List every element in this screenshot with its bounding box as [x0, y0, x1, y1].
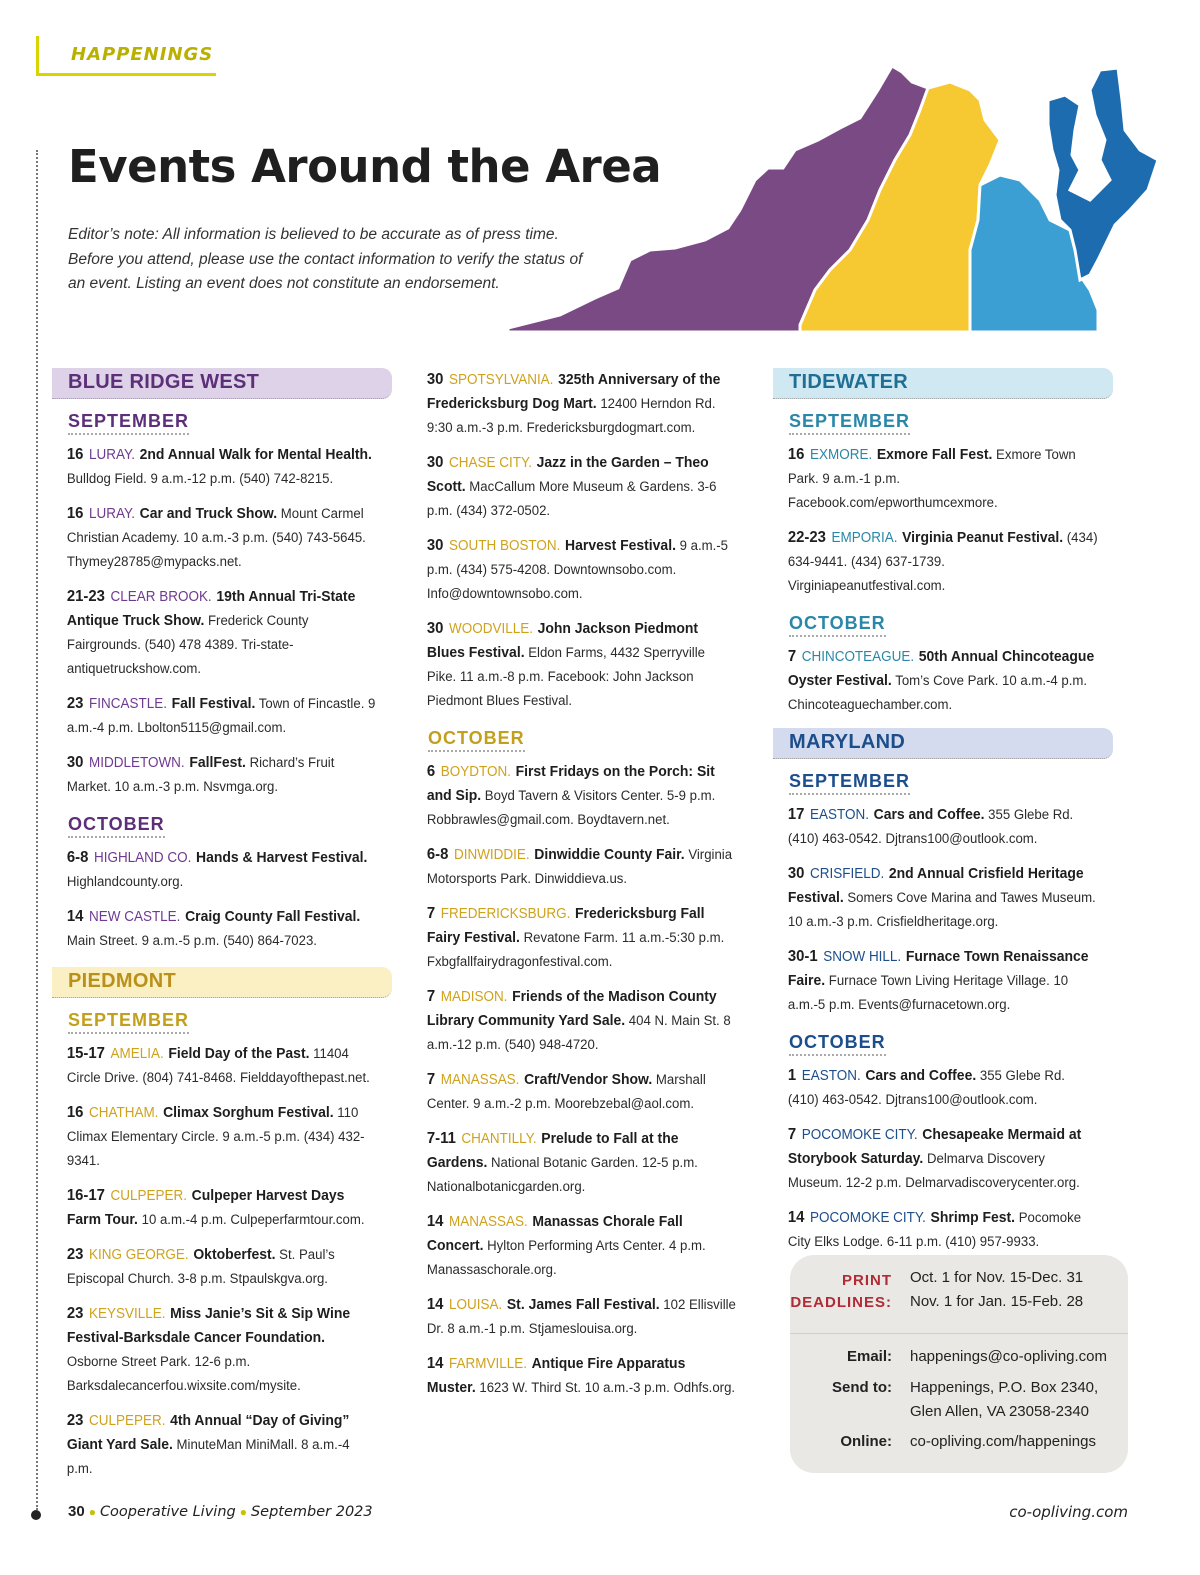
event-details: 355 Glebe Rd. (410) 463-0542. Djtrans100@outlook.com. [787, 1068, 1065, 1108]
event-item [773, 862, 1099, 934]
event-details: Revatone Farm. 11 a.m.-5:30 p.m. Fxbgfallfairydragonfestival.com. [426, 930, 725, 970]
event-location: MADISON. [440, 989, 508, 1005]
event-location: FARMVILLE. [449, 1356, 527, 1372]
event-title: Shrimp Fest. [930, 1209, 1016, 1226]
column-1 [52, 368, 392, 1492]
event-location: LURAY. [89, 506, 135, 522]
event-title: Exmore Fall Fest. [876, 446, 993, 463]
event-date: 14 [787, 1209, 805, 1226]
event-date: 14 [426, 1355, 444, 1372]
event-title: Craig County Fall Festival. [185, 908, 361, 925]
event-details: Somers Cove Marina and Tawes Museum. 10 a.m.-3 p.m. Crisfieldheritage.org. [787, 890, 1096, 930]
event-date: 7 [787, 648, 797, 665]
month-heading: SEPTEMBER [68, 1010, 189, 1034]
event-details: Eldon Farms, 4432 Sperryville Pike. 11 a.m.-8 p.m. Facebook: John Jackson Piedmont Blues Festival. [426, 645, 705, 709]
event-title: First Fridays on the Porch: Sit and Sip. [426, 763, 715, 804]
event-title: 19th Annual Tri-State Antique Truck Show. [66, 588, 356, 629]
section-tag [36, 36, 216, 76]
event-location: FREDERICKSBURG. [440, 906, 571, 922]
event-item [412, 534, 738, 606]
event-item [412, 1210, 738, 1282]
event-date: 16 [66, 446, 84, 463]
event-location: EMPORIA. [831, 530, 898, 546]
event-item [412, 760, 738, 832]
send-line-1: Happenings, P.O. Box 2340, [910, 1379, 1099, 1396]
event-details: MacCallum More Museum & Gardens. 3-6 p.m. (434) 372-0502. [426, 479, 717, 519]
event-date: 30 [426, 371, 444, 388]
event-date: 16 [66, 1104, 84, 1121]
event-location: SPOTSYLVANIA. [449, 372, 554, 388]
event-date: 7 [426, 905, 436, 922]
event-title: Oktoberfest. [193, 1246, 276, 1263]
event-details: Highlandcounty.org. [66, 874, 184, 890]
event-date: 16-17 [66, 1187, 105, 1204]
event-date: 30 [787, 865, 805, 882]
event-location: CHATHAM. [89, 1105, 159, 1121]
event-location: CLEAR BROOK. [110, 589, 212, 605]
event-location: CHINCOTEAGUE. [801, 649, 915, 665]
event-date: 21-23 [66, 588, 105, 605]
event-item [773, 526, 1099, 598]
event-date: 15-17 [66, 1045, 105, 1062]
event-details: Town of Fincastle. 9 a.m.-4 p.m. Lbolton5115@gmail.com. [66, 696, 376, 736]
event-details: 10 a.m.-4 p.m. Culpeperfarmtour.com. [137, 1212, 365, 1228]
event-item [52, 751, 378, 799]
region-heading-blue-ridge-west: BLUE RIDGE WEST [52, 368, 392, 399]
month-heading: OCTOBER [789, 1032, 886, 1056]
online-link[interactable]: co-opliving.com/happenings [910, 1433, 1096, 1450]
event-title: Field Day of the Past. [168, 1045, 310, 1062]
event-location: EXMORE. [810, 447, 873, 463]
region-blue-ridge-west [52, 407, 392, 953]
event-location: NEW CASTLE. [89, 909, 181, 925]
event-details: Exmore Town Park. 9 a.m.-1 p.m. Facebook.com/epworthumcexmore. [787, 447, 1076, 511]
event-title: 50th Annual Chincoteague Oyster Festival. [787, 648, 1095, 689]
deadline-box [790, 1255, 1128, 1473]
event-item [773, 945, 1099, 1017]
event-item [52, 502, 378, 574]
event-title: St. James Fall Festival. [506, 1296, 660, 1313]
deadline-line-1: Oct. 1 for Nov. 15-Dec. 31 [910, 1269, 1084, 1286]
event-title: 2nd Annual Walk for Mental Health. [139, 446, 372, 463]
event-item [52, 846, 378, 894]
event-item [412, 368, 738, 440]
region-heading-maryland: MARYLAND [773, 728, 1113, 759]
event-location: KING GEORGE. [89, 1247, 189, 1263]
event-location: CHASE CITY. [449, 455, 532, 471]
event-date: 6-8 [426, 846, 449, 863]
event-details: 355 Glebe Rd. (410) 463-0542. Djtrans100@outlook.com. [787, 807, 1074, 847]
event-title: Manassas Chorale Fall Concert. [426, 1213, 683, 1254]
event-details: Furnace Town Living Heritage Village. 10 a.m.-5 p.m. Events@furnacetown.org. [787, 973, 1069, 1013]
event-title: Fall Festival. [171, 695, 256, 712]
event-details: Mount Carmel Christian Academy. 10 a.m.-3 p.m. (540) 743-5645. Thymey28785@mypacks.net. [66, 506, 366, 570]
event-location: AMELIA. [110, 1046, 164, 1062]
event-item [773, 1206, 1099, 1254]
event-title: FallFest. [189, 754, 246, 771]
dotted-rule-end [31, 1510, 41, 1520]
month-heading: SEPTEMBER [68, 411, 189, 435]
event-item [773, 1064, 1099, 1112]
event-title: Car and Truck Show. [139, 505, 278, 522]
event-item [52, 1184, 378, 1232]
event-details: 404 N. Main St. 8 a.m.-12 p.m. (540) 948-4720. [426, 1013, 731, 1053]
event-details: 12400 Herndon Rd. 9:30 a.m.-3 p.m. Fredericksburgdogmart.com. [426, 396, 716, 436]
event-title: Miss Janie’s Sit & Sip Wine Festival-Barksdale Cancer Foundation. [66, 1305, 351, 1346]
event-title: Cars and Coffee. [865, 1067, 977, 1084]
send-line-2: Glen Allen, VA 23058-2340 [910, 1403, 1090, 1420]
region-heading-piedmont: PIEDMONT [52, 967, 392, 998]
event-item [412, 1352, 738, 1400]
footer-left: 30 ● Cooperative Living ● September 2023 [68, 1503, 373, 1520]
event-title: Virginia Peanut Festival. [902, 529, 1064, 546]
event-location: CULPEPER. [110, 1188, 187, 1204]
event-details: Virginia Motorsports Park. Dinwiddieva.us. [426, 847, 733, 887]
event-item [773, 1123, 1099, 1195]
month-heading: OCTOBER [68, 814, 165, 838]
page-number: 30 [68, 1503, 85, 1520]
event-title: Craft/Vendor Show. [524, 1071, 653, 1088]
event-details: National Botanic Garden. 12-5 p.m. Nationalbotanicgarden.org. [426, 1155, 698, 1195]
event-item [412, 1293, 738, 1341]
event-item [773, 443, 1099, 515]
event-item [52, 1042, 378, 1090]
event-date: 30 [66, 754, 84, 771]
event-details: Tom’s Cove Park. 10 a.m.-4 p.m. Chincoteaguechamber.com. [787, 673, 1088, 713]
event-details: Delmarva Discovery Museum. 12-2 p.m. Delmarvadiscoverycenter.org. [787, 1151, 1080, 1191]
event-title: 2nd Annual Crisfield Heritage Festival. [787, 865, 1084, 906]
event-details: Boyd Tavern & Visitors Center. 5-9 p.m. Robbrawles@gmail.com. Boydtavern.net. [426, 788, 716, 828]
event-date: 23 [66, 1412, 84, 1429]
deadline-line-2: Nov. 1 for Jan. 15-Feb. 28 [910, 1293, 1084, 1310]
event-item [52, 692, 378, 740]
month-heading: SEPTEMBER [789, 411, 910, 435]
print-label-2: DEADLINES: [790, 1294, 892, 1311]
event-date: 6 [426, 763, 436, 780]
event-title: Cars and Coffee. [873, 806, 985, 823]
event-details: 110 Climax Elementary Circle. 9 a.m.-5 p.m. (434) 432-9341. [66, 1105, 365, 1169]
event-date: 22-23 [787, 529, 826, 546]
event-details: 102 Ellisville Dr. 8 a.m.-1 p.m. Stjameslouisa.org. [426, 1297, 736, 1337]
event-item [52, 1302, 378, 1398]
event-title: Chesapeake Mermaid at Storybook Saturday. [787, 1126, 1082, 1167]
event-date: 30 [426, 454, 444, 471]
event-title: Jazz in the Garden – Theo Scott. [426, 454, 709, 495]
event-item [412, 1127, 738, 1199]
region-piedmont-part-1 [52, 1006, 392, 1481]
event-location: HIGHLAND CO. [93, 850, 192, 866]
event-item [52, 905, 378, 953]
event-date: 14 [66, 908, 84, 925]
event-details: Hylton Performing Arts Center. 4 p.m. Manassaschorale.org. [426, 1238, 706, 1278]
event-date: 6-8 [66, 849, 89, 866]
region-piedmont-part-2 [412, 368, 752, 1400]
event-location: SNOW HILL. [823, 949, 902, 965]
section-tag-label: HAPPENINGS [71, 44, 214, 65]
event-location: MANASSAS. [440, 1072, 520, 1088]
event-details: Frederick County Fairgrounds. (540) 478 4389. Tri-state-antiquetruckshow.com. [66, 613, 309, 677]
event-details: 9 a.m.-5 p.m. (434) 575-4208. Downtownsobo.com. Info@downtownsobo.com. [426, 538, 729, 602]
event-title: Fredericksburg Fall Fairy Festival. [426, 905, 705, 946]
email-value[interactable]: happenings@co-opliving.com [910, 1348, 1108, 1365]
event-date: 16 [66, 505, 84, 522]
event-item [412, 902, 738, 974]
page-title-bold: Events [68, 140, 236, 193]
event-date: 23 [66, 1246, 84, 1263]
event-date: 23 [66, 695, 84, 712]
event-date: 30 [426, 620, 444, 637]
event-item [773, 645, 1099, 717]
event-details: Richard’s Fruit Market. 10 a.m.-3 p.m. Nsvmga.org. [66, 755, 335, 795]
send-label: Send to: [832, 1379, 892, 1396]
event-location: BOYDTON. [440, 764, 511, 780]
event-location: CULPEPER. [89, 1413, 166, 1429]
event-date: 14 [426, 1213, 444, 1230]
event-title: John Jackson Piedmont Blues Festival. [426, 620, 699, 661]
event-title: Culpeper Harvest Days Farm Tour. [66, 1187, 345, 1228]
month-heading: OCTOBER [428, 728, 525, 752]
event-location: LURAY. [89, 447, 135, 463]
event-date: 14 [426, 1296, 444, 1313]
event-location: FINCASTLE. [89, 696, 167, 712]
event-title: Dinwiddie County Fair. [534, 846, 685, 863]
event-location: POCOMOKE CITY. [801, 1127, 918, 1143]
event-location: WOODVILLE. [449, 621, 533, 637]
event-location: MANASSAS. [449, 1214, 528, 1230]
event-details: Pocomoke City Elks Lodge. 6-11 p.m. (410) 957-9933. [787, 1210, 1082, 1250]
online-label: Online: [840, 1433, 892, 1450]
print-label-1: PRINT [842, 1272, 892, 1289]
event-item [52, 443, 378, 491]
month-heading: SEPTEMBER [789, 771, 910, 795]
event-date: 30-1 [787, 948, 818, 965]
event-item [412, 617, 738, 713]
event-title: 4th Annual “Day of Giving” Giant Yard Sale. [66, 1412, 350, 1453]
event-date: 23 [66, 1305, 84, 1322]
event-title: Climax Sorghum Festival. [163, 1104, 334, 1121]
event-location: LOUISA. [449, 1297, 503, 1313]
event-item [412, 1068, 738, 1116]
event-details: St. Paul’s Episcopal Church. 3-8 p.m. Stpaulskgva.org. [66, 1247, 335, 1287]
event-date: 7 [426, 988, 436, 1005]
event-title: Harvest Festival. [565, 537, 676, 554]
event-item [52, 585, 378, 681]
event-item [773, 803, 1099, 851]
event-details: MinuteMan MiniMall. 8 a.m.-4 p.m. [66, 1437, 350, 1477]
event-location: POCOMOKE CITY. [810, 1210, 926, 1226]
event-details: Marshall Center. 9 a.m.-2 p.m. Moorebzebal@aol.com. [426, 1072, 706, 1112]
event-item [52, 1409, 378, 1481]
event-location: EASTON. [810, 807, 869, 823]
region-tidewater [773, 407, 1113, 717]
region-maryland [773, 767, 1113, 1254]
event-details: Osborne Street Park. 12-6 p.m. Barksdalecancerfou.wixsite.com/mysite. [66, 1354, 301, 1394]
email-label: Email: [846, 1348, 892, 1365]
event-item [52, 1101, 378, 1173]
event-details: 1623 W. Third St. 10 a.m.-3 p.m. Odhfs.org. [475, 1380, 736, 1396]
event-date: 7-11 [426, 1130, 456, 1147]
event-date: 7 [787, 1126, 797, 1143]
event-date: 30 [426, 537, 444, 554]
editor-note: Editor’s note: All information is believed to be accurate as of press time. Before you attend, please use the contact information to verify the status of an event. Listing an event does not constitute an endorsement. [68, 226, 583, 292]
event-details: Bulldog Field. 9 a.m.-12 p.m. (540) 742-8215. [66, 471, 334, 487]
event-location: CRISFIELD. [810, 866, 885, 882]
event-details: (434) 634-9441. (434) 637-1739. Virginiapeanutfestival.com. [787, 530, 1098, 594]
region-heading-tidewater: TIDEWATER [773, 368, 1113, 399]
column-2 [412, 368, 752, 1411]
page-title-rest: Around the Area [235, 140, 662, 193]
event-title: 325th Anniversary of the Fredericksburg Dog Mart. [426, 371, 721, 412]
event-title: Furnace Town Renaissance Faire. [787, 948, 1089, 989]
event-item [412, 843, 738, 891]
event-location: EASTON. [801, 1068, 861, 1084]
event-item [52, 1243, 378, 1291]
issue-date: September 2023 [250, 1504, 373, 1520]
magazine-name: Cooperative Living [99, 1504, 236, 1520]
event-location: DINWIDDIE. [453, 847, 530, 863]
footer-site[interactable]: co-opliving.com [1009, 1503, 1128, 1521]
month-heading: OCTOBER [789, 613, 886, 637]
event-date: 1 [787, 1067, 797, 1084]
event-item [412, 451, 738, 523]
event-date: 16 [787, 446, 805, 463]
deadline-divider [790, 1333, 1128, 1334]
event-details: 11404 Circle Drive. (804) 741-8468. Fielddayofthepast.net. [66, 1046, 370, 1086]
event-title: Hands & Harvest Festival. [196, 849, 368, 866]
event-item [412, 985, 738, 1057]
event-details: Main Street. 9 a.m.-5 p.m. (540) 864-7023. [66, 933, 317, 949]
event-location: MIDDLETOWN. [89, 755, 185, 771]
event-title: Prelude to Fall at the Gardens. [426, 1130, 679, 1171]
region-map [500, 60, 1180, 345]
event-title: Antique Fire Apparatus Muster. [426, 1355, 686, 1396]
event-location: SOUTH BOSTON. [449, 538, 561, 554]
event-date: 7 [426, 1071, 436, 1088]
event-location: KEYSVILLE. [89, 1306, 166, 1322]
dotted-rule [36, 150, 38, 1510]
event-title: Friends of the Madison County Library Community Yard Sale. [426, 988, 717, 1029]
event-date: 17 [787, 806, 805, 823]
event-location: CHANTILLY. [461, 1131, 537, 1147]
column-3 [773, 368, 1113, 1265]
